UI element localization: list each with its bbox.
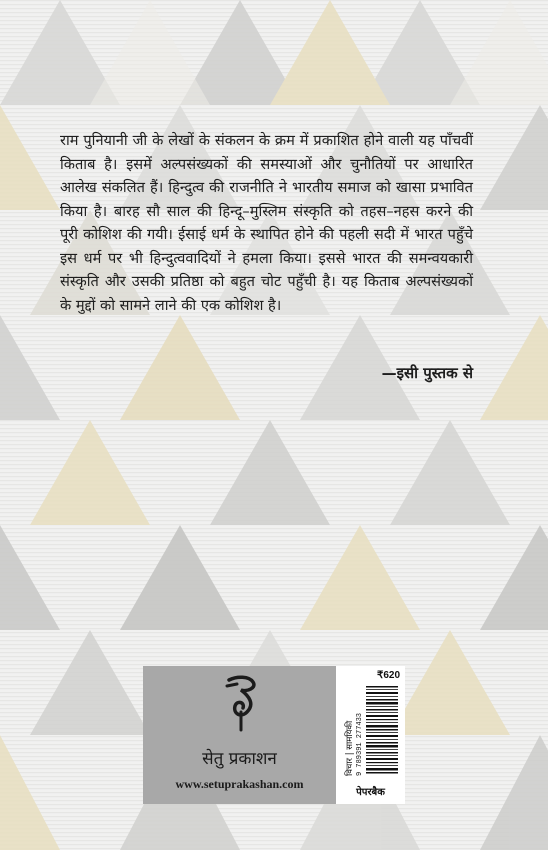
isbn-number: 9 789391 277433: [356, 712, 364, 776]
barcode-bars: [366, 684, 398, 776]
publisher-footer: [143, 666, 405, 804]
back-cover-blurb: राम पुनियानी जी के लेखों के संकलन के क्रम में प्रकाशित होने वाली यह पाँचवीं किताब है। इसमें अल्पसंख्यकों की समस्याओं और चुनौतियों पर आधारित आलेख संकलित हैं। हिन्दुत्व की राजनीति ने भारतीय समाज को खासा प्रभावित किया है। बारह सौ साल की हिन्दू–मुस्लिम संस्कृति को तहस–नहस करने की पूरी कोशिश की गयी। ईसाई धर्म के स्थापित होने की पहली सदी में भारत पहुँचे इस धर्म पर भी हिन्दुत्ववादियों ने हमला किया। इससे भारत की समन्वयकारी संस्कृति और उसकी प्रतिष्ठा को बहुत चोट पहुँची है। यह किताब अल्पसंख्यकों के मुद्दों को सामने लाने की एक कोशिश है।: [60, 132, 473, 314]
publisher-website: www.setuprakashan.com: [175, 777, 304, 791]
blurb-attribution: —इसी पुस्तक से: [381, 364, 473, 382]
format-label: पेपरबैक: [356, 787, 385, 798]
publisher-panel: [143, 666, 336, 804]
category-label: विचार | सामयिकी: [345, 720, 355, 776]
book-info-panel: [336, 666, 405, 804]
isbn-barcode: [344, 684, 400, 776]
publisher-name: सेतु प्रकाशन: [202, 749, 277, 769]
setu-logo-icon: [223, 674, 259, 734]
price-label: ₹620: [376, 670, 400, 681]
